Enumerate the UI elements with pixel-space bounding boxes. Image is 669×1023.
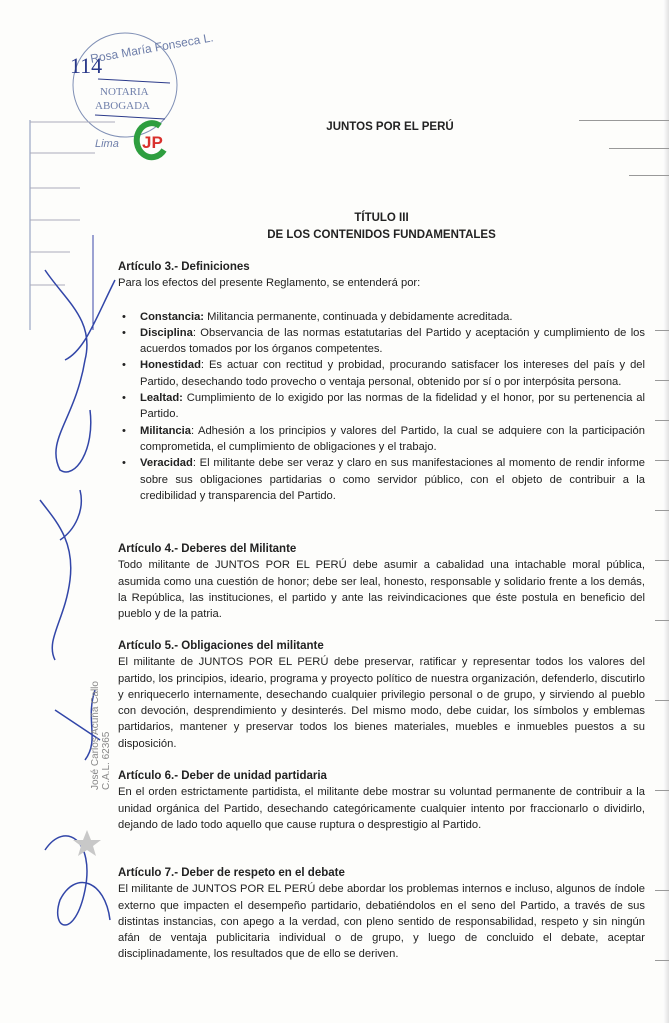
signature-1 [45,270,115,472]
article-heading: Artículo 3.- Definiciones [118,261,250,273]
article-3 [118,259,645,504]
signatures [25,240,120,1000]
svg-text:JP: JP [142,133,163,152]
signature-2 [40,490,81,660]
list-item: • Disciplina: Observancia de las normas estatutarias del Partido y aceptación y cumplimiento de los acuerdos tomados por los órganos competentes. [118,325,645,358]
article-body: El militante de JUNTOS POR EL PERÚ debe abordar los problemas internos e incluso, algunos de índole externo que impacten el desempeño partidario, debatiéndolos en el seno del Partido, a través de sus distintas instancias, con apego a la verdad, con pleno sentido de responsabilidad, respeto y sin ningún afán de ventaja publicitaria individual o de grupo, y luego de concluido el debate, aceptar disciplinadamente, los resultados que de ello se deriven. [118,883,645,961]
list-item: • Militancia: Adhesión a los principios y valores del Partido, la cual se adquiere con la participación comprometida, el cumplimiento de obligaciones y el trabajo. [118,423,645,456]
title-number: TÍTULO III [354,212,409,224]
article-5 [118,638,645,752]
article-body: El militante de JUNTOS POR EL PERÚ debe preservar, ratificar y representar todos los valores del partido, los principios, ideario, programa y proyecto político de nuestra organización, defenderlo, discutirlo y enriquecerlo internamente, desechando cualquier privilegio personal o de grupo, y sirviendo al pueblo con devoción, desprendimiento y desinterés. Del mismo modo, debe cuidar, los símbolos y emblemas partidarios, mantener y preservar todos los bienes materiales, muebles e inmuebles puestos a su disposición. [118,656,645,750]
side-stamp: José Carlos Acuña Callo C.A.L. 62365 [90,681,112,790]
folio-number: 114 [70,53,103,78]
article-heading: Artículo 7.- Deber de respeto en el debate [118,867,345,879]
list-item: • Constancia: Militancia permanente, continuada y debidamente acreditada. [118,309,645,325]
article-heading: Artículo 5.- Obligaciones del militante [118,640,324,652]
article-7 [118,865,645,963]
article-6 [118,768,645,833]
seal-star-icon [73,830,101,856]
stamp-role: NOTARIA [100,86,149,98]
stamp-name: Rosa María Fonseca L. [89,30,215,66]
party-logo [134,120,170,164]
article-body: En el orden estrictamente partidista, el militante debe mostrar su voluntad permanente de contribuir a la unidad orgánica del Partido, desechando categóricamente cualquier intento por fraccionarlo o dividirlo, dejando de lado todo aquello que cause ruptura o desprestigio al Partido. [118,786,645,831]
title-name: DE LOS CONTENIDOS FUNDAMENTALES [267,229,496,241]
article-body: Todo militante de JUNTOS POR EL PERÚ debe asumir a cabalidad una intachable moral pública, asumida como una cuestión de honor; debe ser leal, honesto, responsable y solidario frente a los demás, la República, las instituciones, el partido y ante las reivindicaciones que éste postula en beneficio del pueblo y de la patria. [118,559,645,621]
article-intro: Para los efectos del presente Reglamento, se entenderá por: [118,277,421,290]
stamp-city: Lima [95,138,119,150]
list-item: • Honestidad: Es actuar con rectitud y probidad, procurando satisfacer los intereses del país y del Partido, desechando todo provecho o ventaja personal, obtenido por sí o por interpósita persona. [118,357,645,390]
signature-4 [45,836,110,925]
article-heading: Artículo 4.- Deberes del Militante [118,543,297,555]
page-edge [663,0,669,1023]
list-item: • Veracidad: El militante debe ser veraz y claro en sus manifestaciones al momento de rendir informe sobre sus obligaciones partidarias o como servidor público, con el objeto de contribuir a la credibilidad y transparencia del Partido. [118,455,645,504]
article-4 [118,541,645,622]
definitions-list [118,309,645,505]
stamp-role: ABOGADA [95,100,150,112]
document-header: JUNTOS POR EL PERÚ [326,121,454,133]
list-item: • Lealtad: Cumplimiento de lo exigido por las normas de la fidelidad y el honor, por su pertenencia al Partido. [118,390,645,423]
article-heading: Artículo 6.- Deber de unidad partidaria [118,770,327,782]
